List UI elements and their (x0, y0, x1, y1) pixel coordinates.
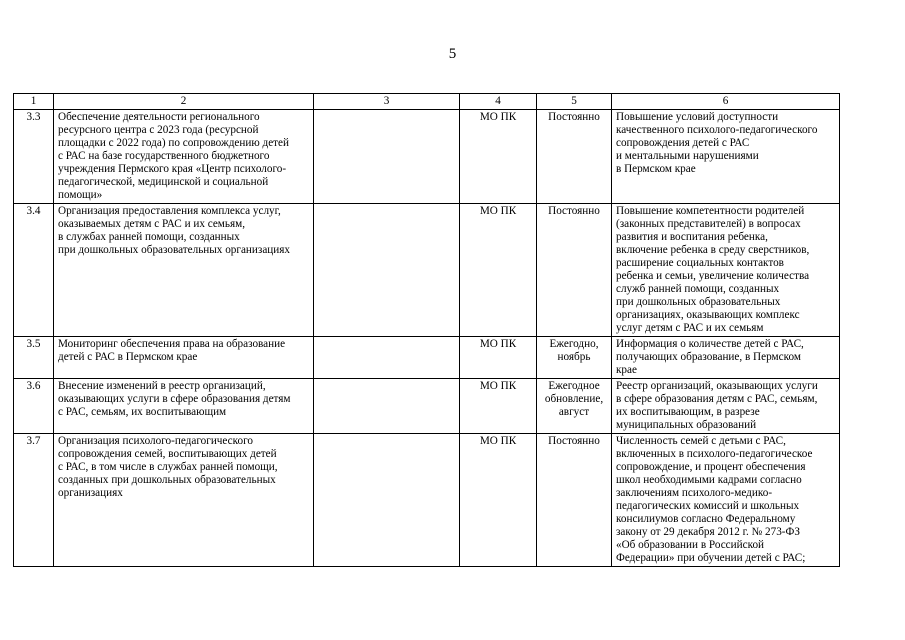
header-col-5: 5 (537, 94, 612, 110)
row-number: 3.6 (14, 379, 54, 434)
col3-cell (314, 337, 460, 379)
header-col-4: 4 (460, 94, 537, 110)
col3-cell (314, 204, 460, 337)
header-col-1: 1 (14, 94, 54, 110)
executor-cell: МО ПК (460, 379, 537, 434)
executor-cell: МО ПК (460, 434, 537, 567)
col3-cell (314, 379, 460, 434)
row-number: 3.4 (14, 204, 54, 337)
activity-cell: Мониторинг обеспечения права на образование детей с РАС в Пермском крае (54, 337, 314, 379)
page-number: 5 (448, 46, 457, 62)
header-col-2: 2 (54, 94, 314, 110)
executor-cell: МО ПК (460, 337, 537, 379)
executor-cell: МО ПК (460, 204, 537, 337)
term-cell: Постоянно (537, 434, 612, 567)
table-row (14, 434, 840, 567)
row-number: 3.3 (14, 110, 54, 204)
col3-cell (314, 434, 460, 567)
header-col-6: 6 (612, 94, 840, 110)
table-row (14, 110, 840, 204)
term-cell: Ежегодное обновление, август (537, 379, 612, 434)
table-row (14, 204, 840, 337)
row-number: 3.7 (14, 434, 54, 567)
executor-cell: МО ПК (460, 110, 537, 204)
term-cell: Ежегодно, ноябрь (537, 337, 612, 379)
activity-cell: Организация предоставления комплекса услуг, оказываемых детям с РАС и их семьям, в службах ранней помощи, созданных при дошкольных образовательных организациях (54, 204, 314, 337)
activity-cell: Организация психолого-педагогического сопровождения семей, воспитывающих детей с РАС, в том числе в службах ранней помощи, созданных при дошкольных образовательных организациях (54, 434, 314, 567)
term-cell: Постоянно (537, 204, 612, 337)
activity-cell: Обеспечение деятельности регионального ресурсного центра с 2023 года (ресурсной площадки с 2022 года) по сопровождению детей с РАС на базе государственного бюджетного учреждения Пермского края «Центр психолого- педагогической, медицинской и социальной помощи» (54, 110, 314, 204)
result-cell: Информация о количестве детей с РАС, получающих образование, в Пермском крае (612, 337, 840, 379)
result-cell: Реестр организаций, оказывающих услуги в сфере образования детям с РАС, семьям, их воспитывающим, в разрезе муниципальных образований (612, 379, 840, 434)
row-number: 3.5 (14, 337, 54, 379)
table-row (14, 337, 840, 379)
result-cell: Повышение условий доступности качественного психолого-педагогического сопровождения детей с РАС и ментальными нарушениями в Пермском крае (612, 110, 840, 204)
col3-cell (314, 110, 460, 204)
table-header-row (14, 94, 840, 110)
result-cell: Численность семей с детьми с РАС, включенных в психолого-педагогическое сопровождение, и процент обеспечения школ необходимыми кадрами согласно заключениям психолого-медико- педагогических комиссий и школьных консилиумов согласно Федеральному закону от 29 декабря 2012 г. № 273-ФЗ «Об образовании в Российской Федерации» при обучении детей с РАС; (612, 434, 840, 567)
activities-table (13, 93, 840, 567)
table-row (14, 379, 840, 434)
header-col-3: 3 (314, 94, 460, 110)
term-cell: Постоянно (537, 110, 612, 204)
activity-cell: Внесение изменений в реестр организаций, оказывающих услуги в сфере образования детям с РАС, семьям, их воспитывающим (54, 379, 314, 434)
result-cell: Повышение компетентности родителей (законных представителей) в вопросах развития и воспитания ребенка, включение ребенка в среду сверстников, расширение социальных контактов ребенка и семьи, увеличение количества служб ранней помощи, созданных при дошкольных образовательных организациях, оказывающих комплекс услуг детям с РАС и их семьям (612, 204, 840, 337)
